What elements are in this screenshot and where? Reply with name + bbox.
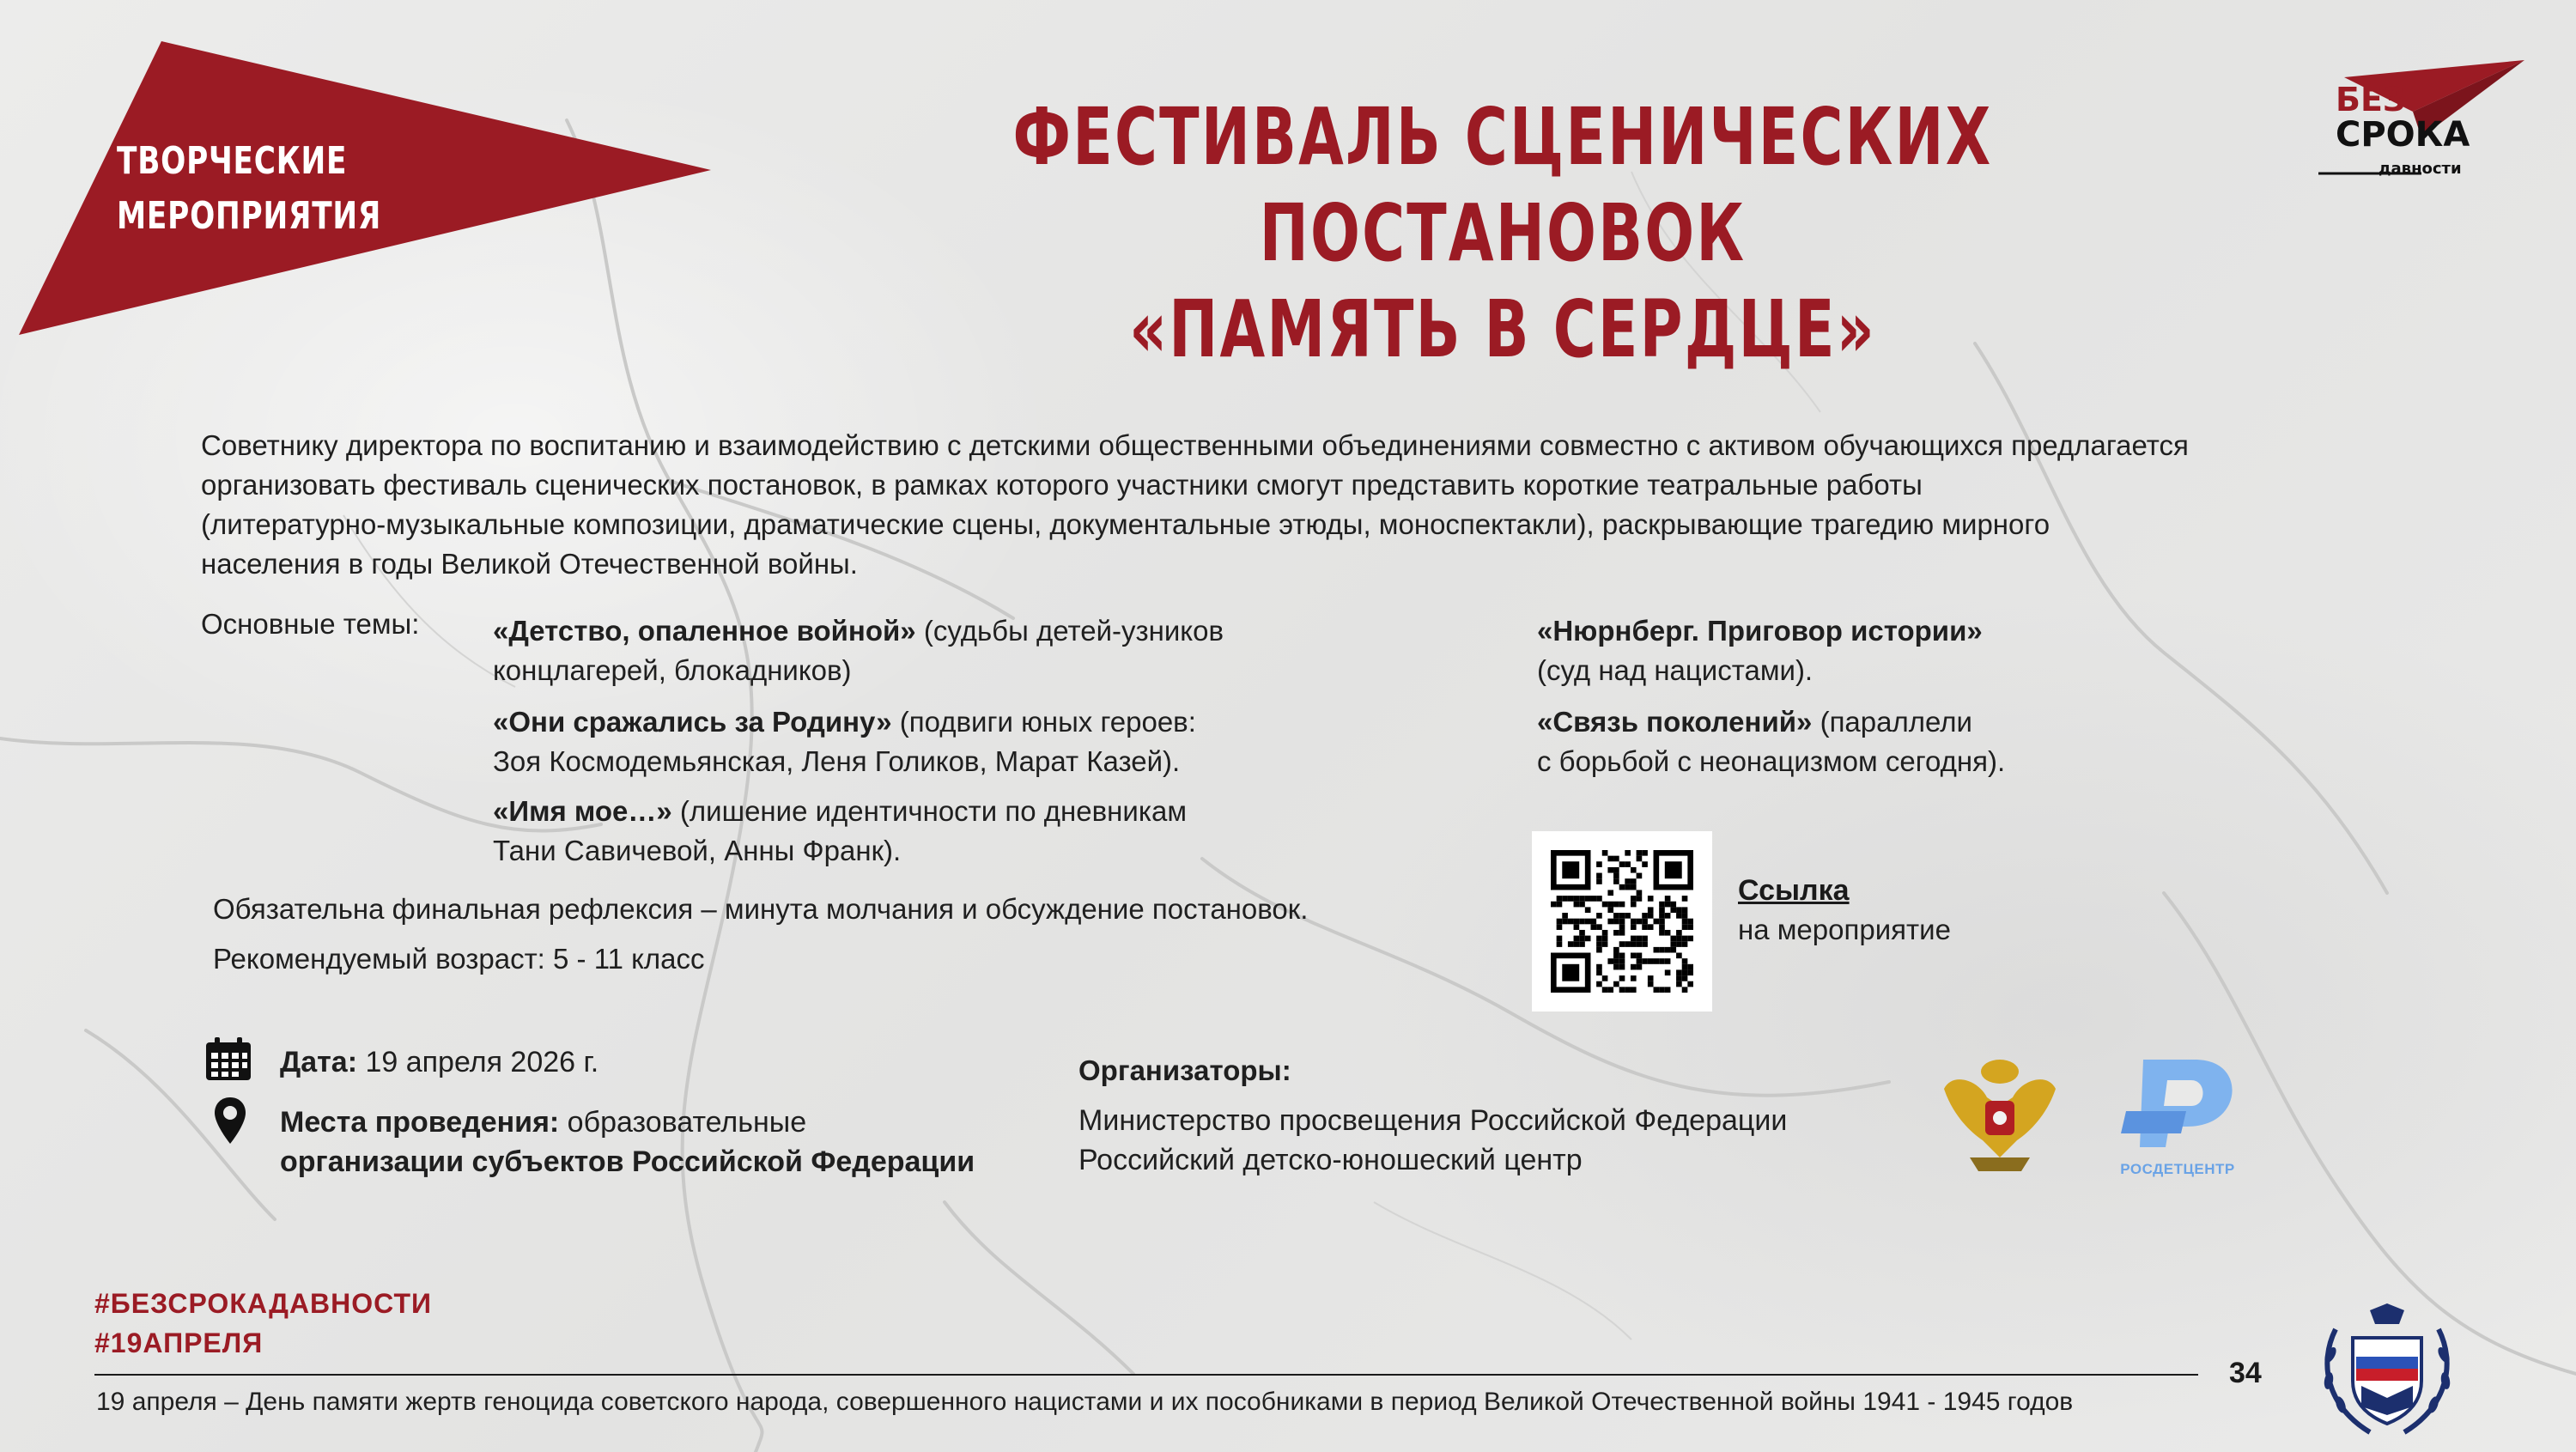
hashtag-bezsroka: #БЕЗСРОКАДАВНОСТИ [94, 1288, 433, 1319]
topic-text: (подвиги юных героев: [891, 706, 1196, 738]
page-title [963, 89, 2043, 378]
footer-divider [94, 1374, 2198, 1376]
place-value: организации субъектов Российской Федерации [280, 1145, 975, 1178]
brand-word-3: давности [2379, 160, 2462, 178]
organizer-rdc: Российский детско-юношеский центр [1078, 1144, 1583, 1176]
organizer-ministry: Министерство просвещения Российской Федерации [1078, 1104, 1788, 1137]
topic-item [493, 611, 1224, 690]
section-tag [117, 134, 381, 244]
hashtag-19-april: #19АПРЕЛЯ [94, 1327, 264, 1358]
event-date [280, 1042, 598, 1082]
topic-title: «Они сражались за Родину» [493, 706, 892, 738]
bez-sroka-logo [2293, 43, 2524, 189]
age-note: Рекомендуемый возраст: 5 - 11 класс [213, 943, 705, 975]
topic-text: (лишение идентичности по дневникам [671, 795, 1188, 827]
topic-text: (судьбы детей-узников [915, 615, 1224, 647]
section-tag-line1: ТВОРЧЕСКИЕ [117, 139, 348, 183]
event-place [280, 1103, 975, 1182]
intro-line: населения в годы Великой Отечественной войны. [201, 548, 858, 580]
place-label: Места проведения: [280, 1106, 560, 1139]
topic-text: (суд над нацистами). [1537, 654, 1814, 686]
topic-text: с борьбой с неонацизмом сегодня). [1537, 745, 2006, 777]
ministry-emblem-icon [2310, 1303, 2464, 1441]
intro-line: Советнику директора по воспитанию и взаимодействию с детскими общественными объединениями совместно с активом обучающихся предлагается [201, 429, 2189, 461]
topic-text: (параллели [1812, 706, 1972, 738]
topic-text: концлагерей, блокадников) [493, 654, 852, 686]
place-value: образовательные [559, 1106, 807, 1139]
coat-of-arms-icon [1935, 1046, 2064, 1175]
date-value: 19 апреля 2026 г. [357, 1046, 599, 1078]
qr-code[interactable] [1532, 831, 1712, 1012]
topic-item [493, 792, 1187, 871]
topic-title: «Имя мое…» [493, 795, 672, 827]
topic-text: Тани Савичевой, Анны Франк). [493, 835, 902, 866]
topic-item [1537, 702, 2005, 781]
event-link-subtitle: на мероприятие [1738, 914, 1951, 945]
topic-title: «Связь поколений» [1537, 706, 1813, 738]
topic-title: «Детство, опаленное войной» [493, 615, 916, 647]
intro-line: организовать фестиваль сценических постановок, в рамках которого участники смогут представить короткие театральные работы [201, 469, 1923, 501]
intro-paragraph [201, 426, 2399, 584]
brand-word-2: СРОКА [2336, 115, 2470, 155]
topics-label: Основные темы: [201, 608, 420, 640]
page-title-line2: «ПАМЯТЬ В СЕРДЦЕ» [1129, 283, 1876, 375]
event-link[interactable]: Ссылка [1738, 874, 1850, 907]
rdc-logo-text: РОСДЕТЦЕНТР [2120, 1161, 2235, 1177]
calendar-icon [204, 1037, 252, 1082]
topic-item [493, 702, 1196, 781]
location-pin-icon [213, 1096, 247, 1145]
page-title-line1: ФЕСТИВАЛЬ СЦЕНИЧЕСКИХ ПОСТАНОВОК [1012, 91, 1993, 279]
reflection-note: Обязательна финальная рефлексия – минута молчания и обсуждение постановок. [213, 893, 1309, 925]
footer-text: 19 апреля – День памяти жертв геноцида советского народа, совершенного нацистами и их пособниками в период Великой Отечественной войны 1941 - 1945 годов [96, 1388, 2074, 1416]
qr-code-icon [1551, 850, 1693, 993]
topic-item [1537, 611, 1983, 690]
page-number: 34 [2229, 1357, 2262, 1389]
intro-line: (литературно-музыкальные композиции, драматические сцены, документальные этюды, моноспектакли), раскрывающие трагедию мирного [201, 508, 2050, 540]
organizers-label: Организаторы: [1078, 1054, 1291, 1086]
topic-title: «Нюрнберг. Приговор истории» [1537, 615, 1983, 647]
brand-word-1: БЕЗ [2336, 81, 2406, 118]
section-tag-line2: МЕРОПРИЯТИЯ [117, 194, 382, 238]
topic-text: Зоя Космодемьянская, Леня Голиков, Марат Казей). [493, 745, 1181, 777]
date-label: Дата: [280, 1046, 358, 1078]
